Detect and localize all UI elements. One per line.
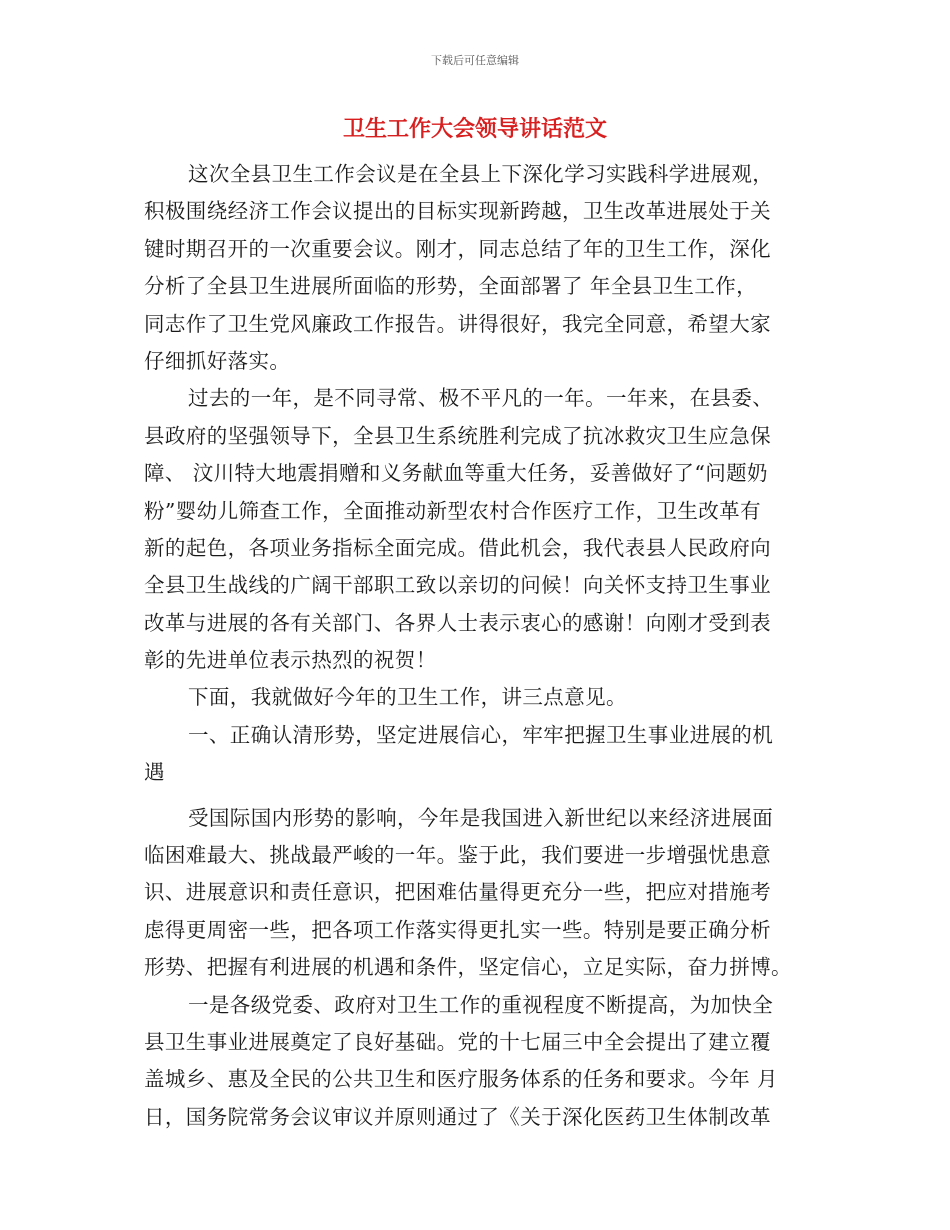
paragraph-gap	[144, 792, 806, 800]
text-line: 受国际国内形势的影响，今年是我国进入新世纪以来经济进展面	[188, 805, 774, 830]
text-line: 全县卫生战线的广阔干部职工致以亲切的问候！向关怀支持卫生事业	[144, 573, 771, 598]
text-line: 键时期召开的一次重要会议。刚才，同志总结了年的卫生工作，深化	[144, 236, 771, 261]
page-title: 卫生工作大会领导讲话范文	[342, 117, 607, 142]
text-line: 仔细抓好落实。	[144, 348, 291, 373]
text-line: 分析了全县卫生进展所面临的形势，全面部署了 年全县卫生工作，	[144, 274, 758, 299]
text-line: 县政府的坚强领导下，全县卫生系统胜利完成了抗冰救灾卫生应急保	[144, 423, 771, 448]
text-line: 县卫生事业进展奠定了良好基础。党的十七届三中全会提出了建立覆	[144, 1029, 771, 1054]
text-line: 虑得更周密一些，把各项工作落实得更扎实一些。特别是要正确分析	[144, 917, 771, 942]
text-line: 临困难最大、挑战最严峻的一年。鉴于此，我们要进一步增强忧患意	[144, 843, 771, 868]
document-body	[144, 156, 806, 1136]
text-line: 形势、把握有利进展的机遇和条件，坚定信心，立足实际，奋力拼博。	[144, 955, 792, 980]
text-line: 一是各级党委、政府对卫生工作的重视程度不断提高，为加快全	[188, 992, 774, 1017]
text-line: 粉”婴幼儿筛查工作，全面推动新型农村合作医疗工作，卫生改革有	[144, 498, 761, 523]
text-line: 过去的一年，是不同寻常、极不平凡的一年。一年来，在县委、	[188, 386, 774, 411]
text-line: 积极围绕经济工作会议提出的目标实现新跨越，卫生改革进展处于关	[144, 199, 771, 224]
text-line: 盖城乡、惠及全民的公共卫生和医疗服务体系的任务和要求。今年 月	[144, 1067, 778, 1092]
section-heading-line: 一、正确认清形势，坚定进展信心，牢牢把握卫生事业进展的机	[188, 722, 774, 747]
section-heading-line: 遇	[144, 760, 165, 785]
text-line: 日，国务院常务会议审议并原则通过了《关于深化医药卫生体制改革	[144, 1104, 771, 1129]
text-line: 识、进展意识和责任意识，把困难估量得更充分一些，把应对措施考	[144, 880, 771, 905]
text-line: 彰的先进单位表示热烈的祝贺！	[144, 648, 437, 673]
header-note: 下载后可任意编辑	[431, 54, 519, 67]
text-line: 障、 汶川特大地震捐赠和义务献血等重大任务，妥善做好了“问题奶	[144, 461, 768, 486]
text-line: 改革与进展的各有关部门、各界人士表示衷心的感谢！向刚才受到表	[144, 610, 771, 635]
text-line: 下面，我就做好今年的卫生工作，讲三点意见。	[188, 685, 627, 710]
text-line: 这次全县卫生工作会议是在全县上下深化学习实践科学进展观，	[188, 162, 774, 186]
text-line: 同志作了卫生党风廉政工作报告。讲得很好，我完全同意，希望大家	[144, 311, 771, 336]
text-line: 新的起色，各项业务指标全面完成。借此机会，我代表县人民政府向	[144, 535, 771, 560]
